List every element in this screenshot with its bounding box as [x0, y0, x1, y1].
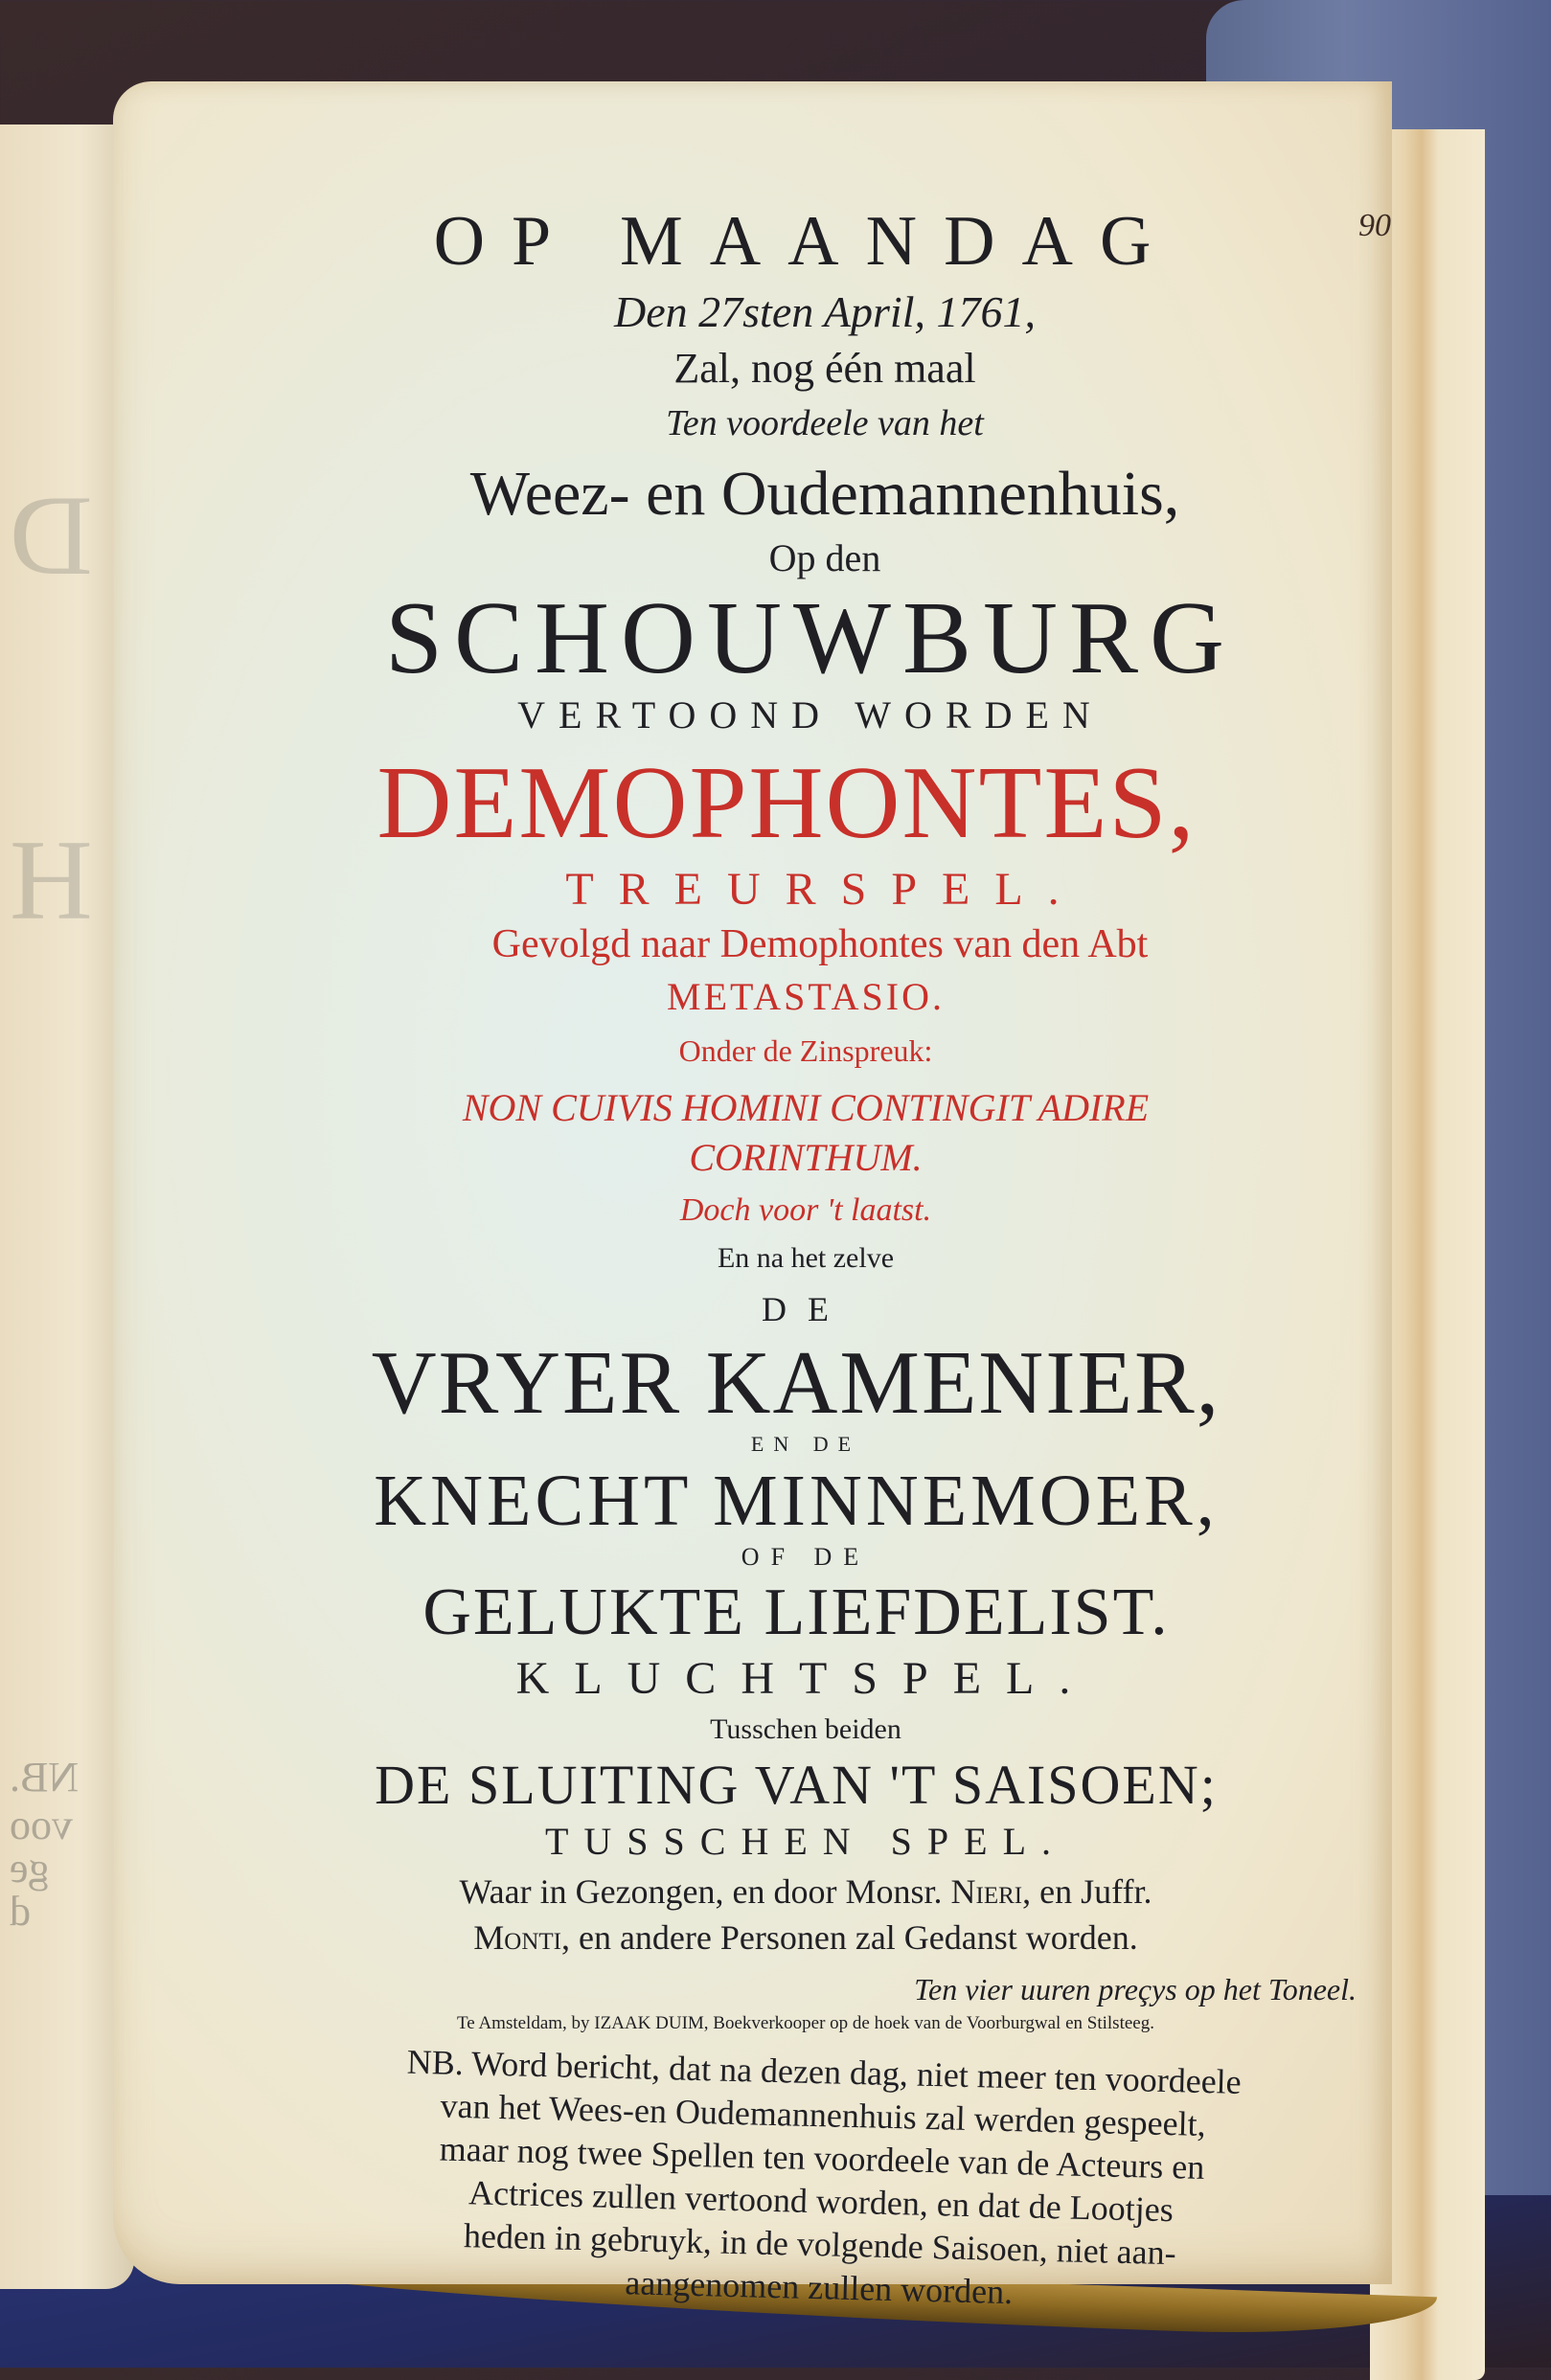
- performer-monti: Monti: [473, 1918, 561, 1957]
- interlude-line1-prefix: Waar in Gezongen, en door Monsr.: [459, 1872, 943, 1911]
- interlude-genre: TUSSCHEN SPEL.: [544, 1820, 1067, 1863]
- play1-motto-line2: CORINTHUM.: [689, 1136, 923, 1179]
- notice-paragraph: [219, 2036, 1423, 2323]
- interlude-line2: [188, 1920, 1424, 1955]
- line-op-den: Op den: [768, 536, 881, 579]
- line-tusschen-beiden: Tusschen beiden: [710, 1713, 901, 1745]
- line-zal: Zal, nog één maal: [673, 345, 976, 392]
- line-ten-voordeele: Ten voordeele van het: [666, 403, 984, 443]
- performer-nieri: Nieri: [950, 1872, 1023, 1911]
- play1-genre: TREURSPEL.: [565, 864, 1084, 915]
- play1-note: Doch voor 't laatst.: [679, 1192, 932, 1228]
- ghost-letter: D: [10, 471, 93, 599]
- heading: OP MAANDAG: [433, 202, 1178, 281]
- play2-title-line3: GELUKTE LIEFDELIST.: [422, 1575, 1170, 1649]
- ghost-letter: H: [10, 816, 93, 943]
- start-time: Ten vier uuren preçys op het Toneel.: [914, 1972, 1357, 2006]
- line-vertoond: VERTOOND WORDEN: [517, 693, 1104, 737]
- interlude-line1-suffix: , en Juffr.: [1022, 1872, 1152, 1911]
- play2-article: DE: [762, 1290, 850, 1328]
- playbill-content: [226, 194, 1424, 2312]
- date-line: Den 27sten April, 1761,: [614, 287, 1036, 336]
- notice-line: heden in gebruyk, in de volgende Saisoen, niet aan-: [463, 2216, 1177, 2273]
- notice-line: van het Wees-en Oudemannenhuis zal werden gespeelt,: [440, 2086, 1207, 2144]
- ghost-fragment: NB.: [10, 1754, 80, 1801]
- play2-conj1: EN DE: [750, 1432, 861, 1456]
- notice-line: NB. Word bericht, dat na dezen dag, niet meer ten voordeele: [406, 2042, 1243, 2101]
- play2-conj2: OF DE: [741, 1543, 871, 1571]
- play1-motto-line1: NON CUIVIS HOMINI CONTINGIT ADIRE: [462, 1086, 1150, 1129]
- notice-line: aangenomen zullen worden.: [624, 2263, 1014, 2312]
- playbill-page: [113, 81, 1392, 2312]
- play2-title-line1: VRYER KAMENIER,: [371, 1333, 1221, 1433]
- folio-number: 90: [1358, 208, 1391, 243]
- interlude-line2-suffix: , en andere Personen zal Gedanst worden.: [560, 1918, 1138, 1957]
- play1-title: DEMOPHONTES,: [376, 746, 1197, 860]
- play1-author: METASTASIO.: [667, 975, 945, 1018]
- line-en-na: En na het zelve: [717, 1242, 895, 1274]
- play1-based-on: Gevolgd naar Demophontes van den Abt: [491, 922, 1149, 966]
- play1-motto-label: Onder de Zinspreuk:: [678, 1033, 933, 1068]
- printer-imprint: Te Amsteldam, by IZAAK DUIM, Boekverkooper op de hoek van de Voorburgwal en Stilsteeg.: [457, 2013, 1154, 2033]
- play2-genre: KLUCHTSPEL.: [515, 1653, 1096, 1704]
- ghost-fragment: d: [10, 1888, 31, 1935]
- beneficiary: Weez- en Oudemannenhuis,: [469, 459, 1180, 529]
- play2-title-line2: KNECHT MINNEMOER,: [374, 1461, 1219, 1541]
- interlude-line1: [188, 1874, 1424, 1909]
- notice-line: Actrices zullen vertoond worden, en dat de Lootjes: [468, 2173, 1175, 2230]
- ghost-fragment: voo: [10, 1802, 73, 1848]
- venue: SCHOUWBURG: [384, 581, 1237, 695]
- ghost-fragment: ge: [10, 1845, 50, 1892]
- interlude-title: DE SLUITING VAN 'T SAISOEN;: [375, 1754, 1218, 1816]
- notice-line: maar nog twee Spellen ten voordeele van de Acteurs en: [439, 2129, 1205, 2187]
